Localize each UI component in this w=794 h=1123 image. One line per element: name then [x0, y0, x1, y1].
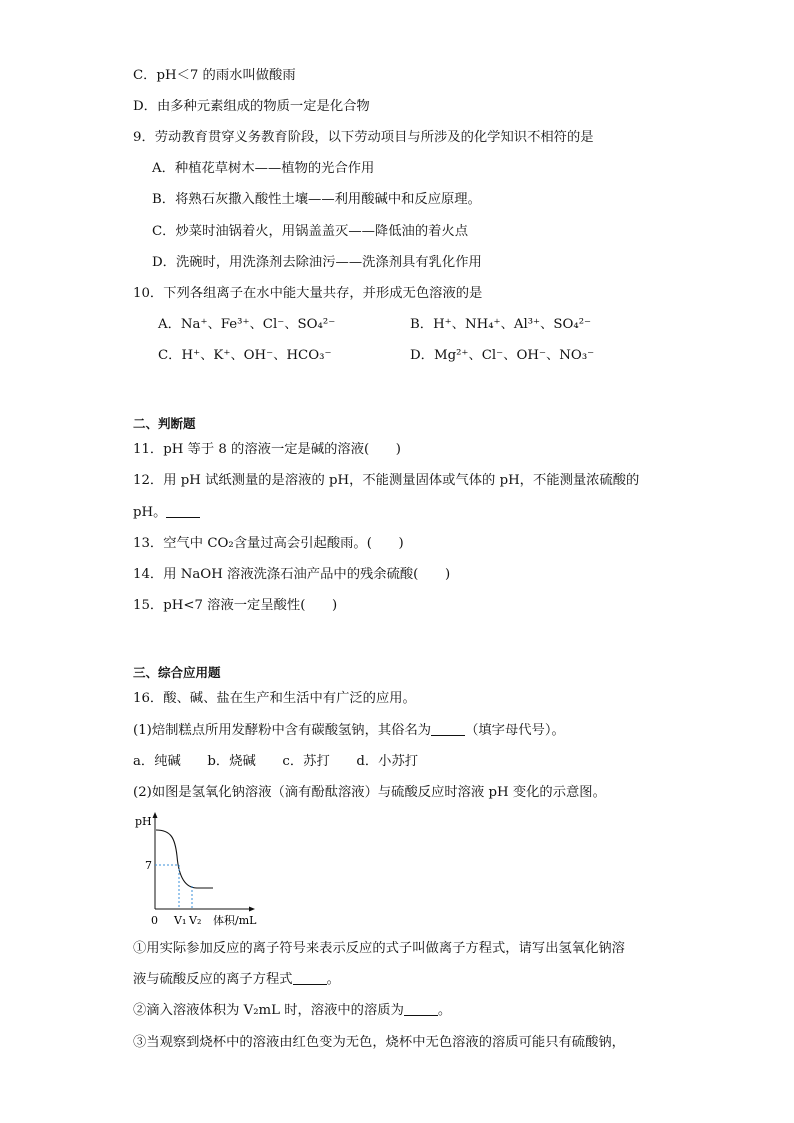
q14: 14．用 NaOH 溶液洗涤石油产品中的残余硫酸( ) [133, 567, 451, 582]
q13: 13．空气中 CO₂含量过高会引起酸雨。( ) [133, 536, 404, 551]
q16-sub-1-line-2 [133, 971, 340, 989]
q16-part-1-options: a．纯碱 b．烧碱 c．苏打 d．小苏打 [133, 754, 419, 769]
q8-option-c: C．pH＜7 的雨水叫做酸雨 [133, 68, 296, 83]
q16-sub-3: ③当观察到烧杯中的溶液由红色变为无色，烧杯中无色溶液的溶质可能只有硫酸钠， [133, 1035, 625, 1050]
q16-sub-2-text: ②滴入溶液体积为 V₂mL 时，溶液中的溶质为 [133, 1003, 404, 1018]
q10-option-b: B．H⁺、NH₄⁺、Al³⁺、SO₄²⁻ [410, 317, 592, 332]
answer-blank [404, 1003, 438, 1016]
q16-sub-1-end: 。 [326, 972, 340, 987]
q16-sub-2-end: 。 [437, 1003, 452, 1018]
q10-stem: 10．下列各组离子在水中能大量共存，并形成无色溶液的是 [133, 286, 483, 301]
y-axis-label: pH [135, 815, 152, 828]
x-axis-arrow [249, 907, 255, 912]
q8-option-d: D．由多种元素组成的物质一定是化合物 [133, 99, 370, 114]
q9-option-b: B．将熟石灰撒入酸性土壤——利用酸碱中和反应原理。 [152, 192, 481, 207]
q9-stem: 9．劳动教育贯穿义务教育阶段，以下劳动项目与所涉及的化学知识不相符的是 [133, 130, 594, 145]
y-axis-arrow [153, 812, 158, 818]
origin-label: 0 [151, 914, 158, 927]
v1-label: V₁ [174, 914, 187, 927]
q10-option-a: A．Na⁺、Fe³⁺、Cl⁻、SO₄²⁻ [158, 317, 336, 332]
answer-blank [431, 723, 465, 736]
q12-line-2 [133, 504, 200, 522]
q16-stem: 16．酸、碱、盐在生产和生活中有广泛的应用。 [133, 691, 416, 706]
answer-blank [166, 505, 200, 518]
q16-part-2: (2)如图是氢氧化钠溶液（滴有酚酞溶液）与硫酸反应时溶液 pH 变化的示意图。 [133, 785, 606, 800]
q9-option-d: D．洗碗时，用洗涤剂去除油污——洗涤剂具有乳化作用 [152, 255, 482, 270]
q10-option-d: D．Mg²⁺、Cl⁻、OH⁻、NO₃⁻ [410, 348, 595, 363]
answer-blank [293, 972, 327, 985]
y-tick-7: 7 [145, 859, 152, 872]
q16-sub-1-text: 液与硫酸反应的离子方程式 [133, 972, 293, 987]
q12-text: pH。 [133, 505, 167, 520]
x-axis-label: 体积/mL [213, 914, 257, 927]
q16-part-1 [133, 722, 565, 740]
v2-label: V₂ [189, 914, 202, 927]
q16-sub-1-line-1: ①用实际参加反应的离子符号来表示反应的式子叫做离子方程式，请写出氢氧化钠溶 [133, 941, 625, 956]
section-2-title: 二、判断题 [133, 416, 196, 431]
section-3-title: 三、综合应用题 [133, 665, 221, 680]
q11: 11．pH 等于 8 的溶液一定是碱的溶液( ) [133, 442, 401, 457]
q16-sub-2 [133, 1002, 451, 1020]
q16-part-1-suffix: （填字母代号）。 [465, 723, 565, 738]
q9-option-a: A．种植花草树木——植物的光合作用 [152, 161, 375, 176]
q9-option-c: C．炒菜时油锅着火，用锅盖盖灭——降低油的着火点 [152, 224, 469, 239]
ph-curve [156, 830, 213, 888]
ph-change-graph [135, 812, 265, 930]
q16-part-1-text: (1)焙制糕点所用发酵粉中含有碳酸氢钠，其俗名为 [133, 723, 432, 738]
q15: 15．pH<7 溶液一定呈酸性( ) [133, 598, 338, 613]
q10-option-c: C．H⁺、K⁺、OH⁻、HCO₃⁻ [158, 348, 332, 363]
q12-line-1: 12．用 pH 试纸测量的是溶液的 pH，不能测量固体或气体的 pH，不能测量浓硫酸的 [133, 473, 640, 488]
